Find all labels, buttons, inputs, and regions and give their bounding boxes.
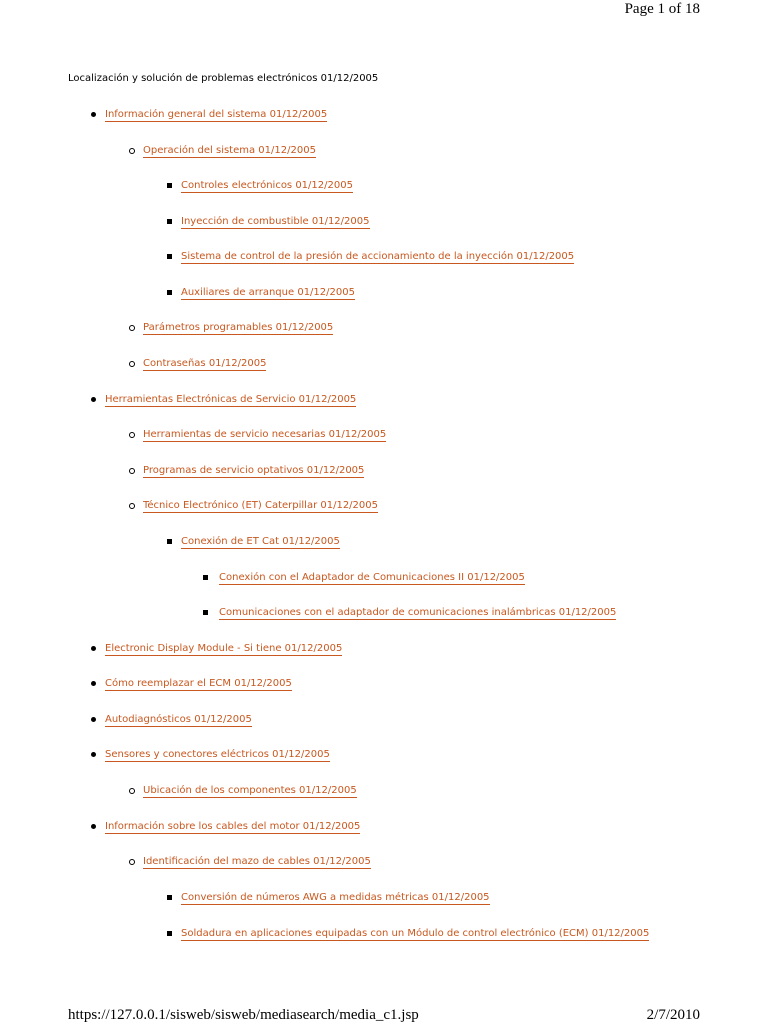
toc-link[interactable]: Cómo reemplazar el ECM 01/12/2005	[105, 678, 292, 689]
bullet-square-icon	[203, 610, 208, 615]
bullet-disc-icon	[91, 824, 96, 829]
bullet-square-icon	[203, 575, 208, 580]
toc-item	[143, 784, 357, 798]
toc-link[interactable]: Programas de servicio optativos 01/12/2005	[143, 465, 365, 476]
toc-item	[181, 286, 355, 300]
toc-link[interactable]: Comunicaciones con el adaptador de comunicaciones inalámbricas 01/12/2005	[219, 607, 617, 618]
toc-link[interactable]: Técnico Electrónico (ET) Caterpillar 01/12/2005	[143, 500, 378, 511]
bullet-circle-icon	[129, 325, 135, 331]
toc-item	[105, 393, 356, 407]
toc-link[interactable]: Parámetros programables 01/12/2005	[143, 322, 334, 333]
toc-link[interactable]: Herramientas de servicio necesarias 01/12/2005	[143, 429, 387, 440]
bullet-circle-icon	[129, 859, 135, 865]
bullet-disc-icon	[91, 112, 96, 117]
bullet-square-icon	[167, 183, 172, 188]
toc-link[interactable]: Ubicación de los componentes 01/12/2005	[143, 785, 357, 796]
toc-link[interactable]: Controles electrónicos 01/12/2005	[181, 180, 353, 191]
toc-item	[219, 571, 525, 585]
bullet-circle-icon	[129, 503, 135, 509]
bullet-square-icon	[167, 895, 172, 900]
toc-link[interactable]: Sensores y conectores eléctricos 01/12/2005	[105, 749, 330, 760]
bullet-square-icon	[167, 219, 172, 224]
toc-link[interactable]: Sistema de control de la presión de accionamiento de la inyección 01/12/2005	[181, 251, 575, 262]
toc-link[interactable]: Inyección de combustible 01/12/2005	[181, 216, 370, 227]
footer-url: https://127.0.0.1/sisweb/sisweb/mediasearch/media_c1.jsp	[68, 1007, 419, 1023]
toc-link[interactable]: Conexión con el Adaptador de Comunicaciones II 01/12/2005	[219, 572, 525, 583]
toc-item	[143, 144, 316, 158]
bullet-disc-icon	[91, 752, 96, 757]
toc-link[interactable]: Auxiliares de arranque 01/12/2005	[181, 287, 355, 298]
bullet-circle-icon	[129, 361, 135, 367]
toc-item	[105, 820, 360, 834]
toc-item	[181, 179, 353, 193]
bullet-square-icon	[167, 539, 172, 544]
bullet-disc-icon	[91, 717, 96, 722]
toc-link[interactable]: Operación del sistema 01/12/2005	[143, 145, 316, 156]
toc-item	[181, 250, 574, 264]
bullet-square-icon	[167, 254, 172, 259]
toc-item	[143, 499, 378, 513]
bullet-circle-icon	[129, 788, 135, 794]
toc-link[interactable]: Identificación del mazo de cables 01/12/2005	[143, 856, 371, 867]
toc-item	[105, 748, 330, 762]
toc-item	[143, 428, 386, 442]
toc-link[interactable]: Soldadura en aplicaciones equipadas con un Módulo de control electrónico (ECM) 01/12/2005	[181, 928, 650, 939]
toc-item	[105, 677, 292, 691]
toc-item	[105, 642, 342, 656]
toc-link[interactable]: Información general del sistema 01/12/2005	[105, 109, 328, 120]
bullet-circle-icon	[129, 432, 135, 438]
toc-item	[143, 357, 266, 371]
toc-link[interactable]: Contraseñas 01/12/2005	[143, 358, 267, 369]
toc-item	[105, 108, 327, 122]
bullet-square-icon	[167, 290, 172, 295]
bullet-square-icon	[167, 931, 172, 936]
bullet-circle-icon	[129, 148, 135, 154]
toc-item	[219, 606, 616, 620]
toc-item	[143, 855, 371, 869]
toc-item	[181, 535, 340, 549]
bullet-disc-icon	[91, 681, 96, 686]
toc-link[interactable]: Herramientas Electrónicas de Servicio 01/12/2005	[105, 394, 357, 405]
toc-item	[181, 927, 649, 941]
toc-item	[181, 891, 490, 905]
bullet-disc-icon	[91, 646, 96, 651]
bullet-circle-icon	[129, 468, 135, 474]
toc-item	[143, 321, 333, 335]
document-title: Localización y solución de problemas electrónicos 01/12/2005	[68, 73, 379, 84]
toc-link[interactable]: Información sobre los cables del motor 01/12/2005	[105, 821, 361, 832]
toc-item	[181, 215, 370, 229]
toc-link[interactable]: Electronic Display Module - Si tiene 01/12/2005	[105, 643, 343, 654]
bullet-disc-icon	[91, 397, 96, 402]
toc-link[interactable]: Conexión de ET Cat 01/12/2005	[181, 536, 340, 547]
footer-date: 2/7/2010	[646, 1007, 700, 1023]
toc-link[interactable]: Autodiagnósticos 01/12/2005	[105, 714, 252, 725]
page-number: Page 1 of 18	[624, 1, 700, 17]
toc-item	[105, 713, 252, 727]
toc-item	[143, 464, 364, 478]
toc-link[interactable]: Conversión de números AWG a medidas métricas 01/12/2005	[181, 892, 490, 903]
